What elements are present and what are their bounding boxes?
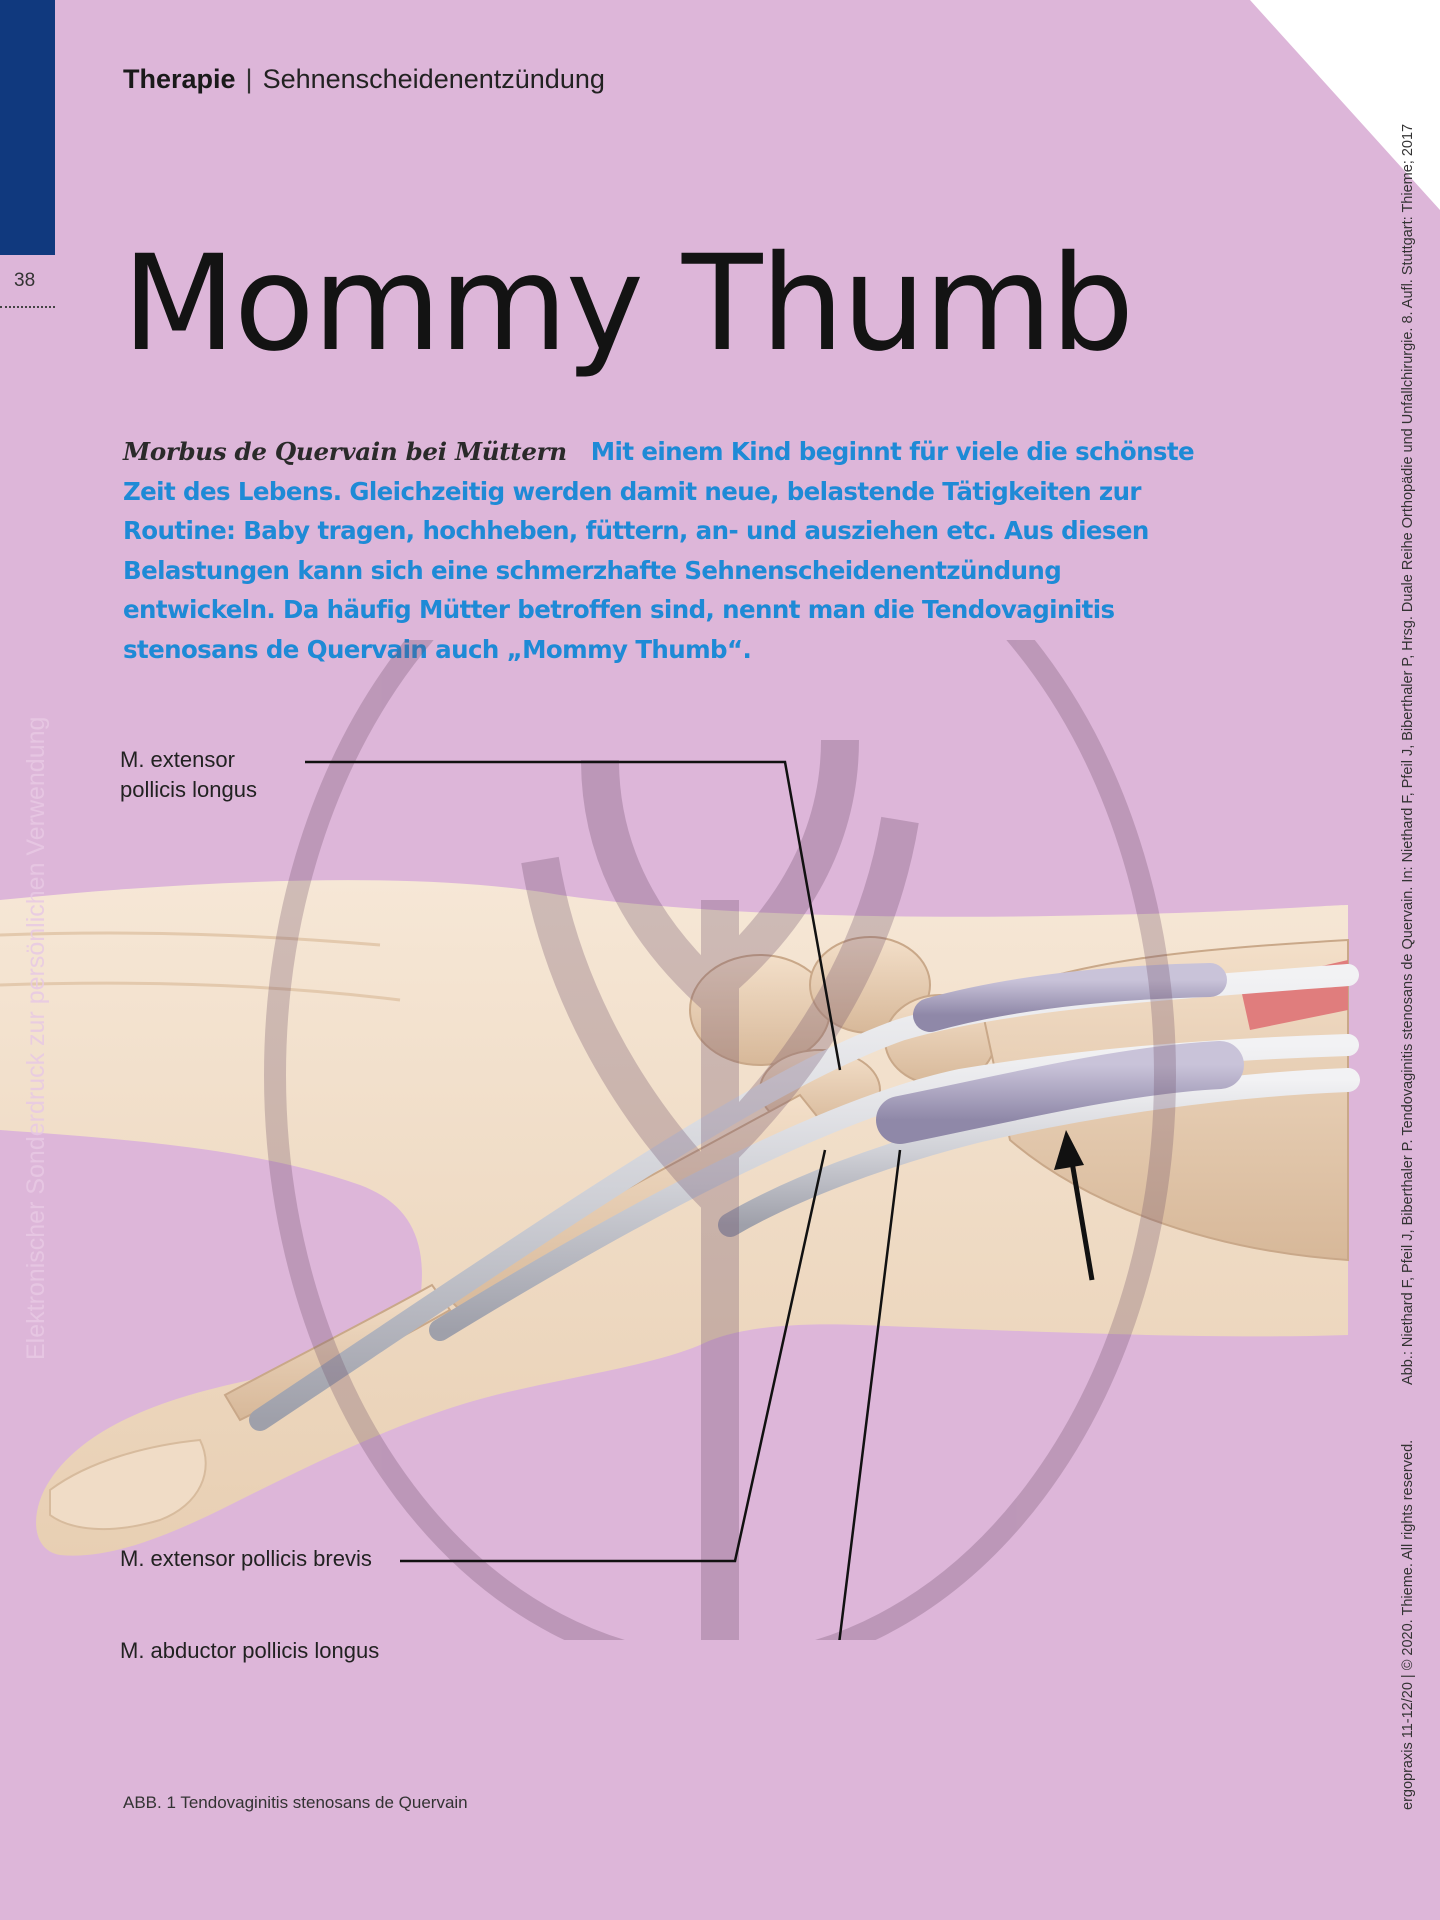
section-header [123, 64, 605, 95]
label-extensor-pollicis-brevis: M. extensor pollicis brevis [120, 1546, 372, 1571]
image-credit: Abb.: Niethard F, Pfeil J, Biberthaler P. Tendovaginitis stenosans de Quervain. In: Niethard F, Pfeil J, Biberthaler P, Hrsg. Duale Reihe Orthopädie und Unfallchirurgie. 8. Aufl. Stuttgart: Thieme; 2017 [1400, 123, 1416, 1385]
intro-paragraph [123, 432, 1213, 669]
figure-caption: ABB. 1 Tendovaginitis stenosans de Quervain [123, 1793, 468, 1812]
section-color-bar [0, 0, 55, 255]
article-title: Mommy Thumb [122, 227, 1133, 381]
section-name: Therapie [123, 64, 236, 94]
journal-copyright: ergopraxis 11-12/20 | © 2020. Thieme. All rights reserved. [1400, 1439, 1416, 1810]
section-topic: Sehnenscheidenentzündung [262, 64, 605, 94]
side-note-right [1400, 90, 1416, 1810]
intro-lead: Morbus de Quervain bei Müttern [123, 437, 567, 466]
side-note-left: Elektronischer Sonderdruck zur persönlichen Verwendung [22, 716, 50, 1360]
page-number-divider [0, 306, 55, 308]
intro-text: Mit einem Kind beginnt für viele die schönste Zeit des Lebens. Gleichzeitig werden damit neue, belastende Tätigkeiten zur Routine: Baby tragen, hochheben, füttern, an- und ausziehen etc. Aus diesen Belastungen kann sich eine schmerzhafte Sehnenscheidenentzündung entwickeln. Da häufig Mütter betroffen sind, nennt man die Tendovaginitis stenosans de Quervain auch „Mommy Thumb“. [123, 437, 1195, 664]
header-separator: | [245, 64, 253, 94]
label-abductor-pollicis-longus: M. abductor pollicis longus [120, 1638, 380, 1663]
label-extensor-pollicis-longus: M. extensor pollicis longus [120, 747, 257, 802]
page-number: 38 [14, 270, 36, 291]
